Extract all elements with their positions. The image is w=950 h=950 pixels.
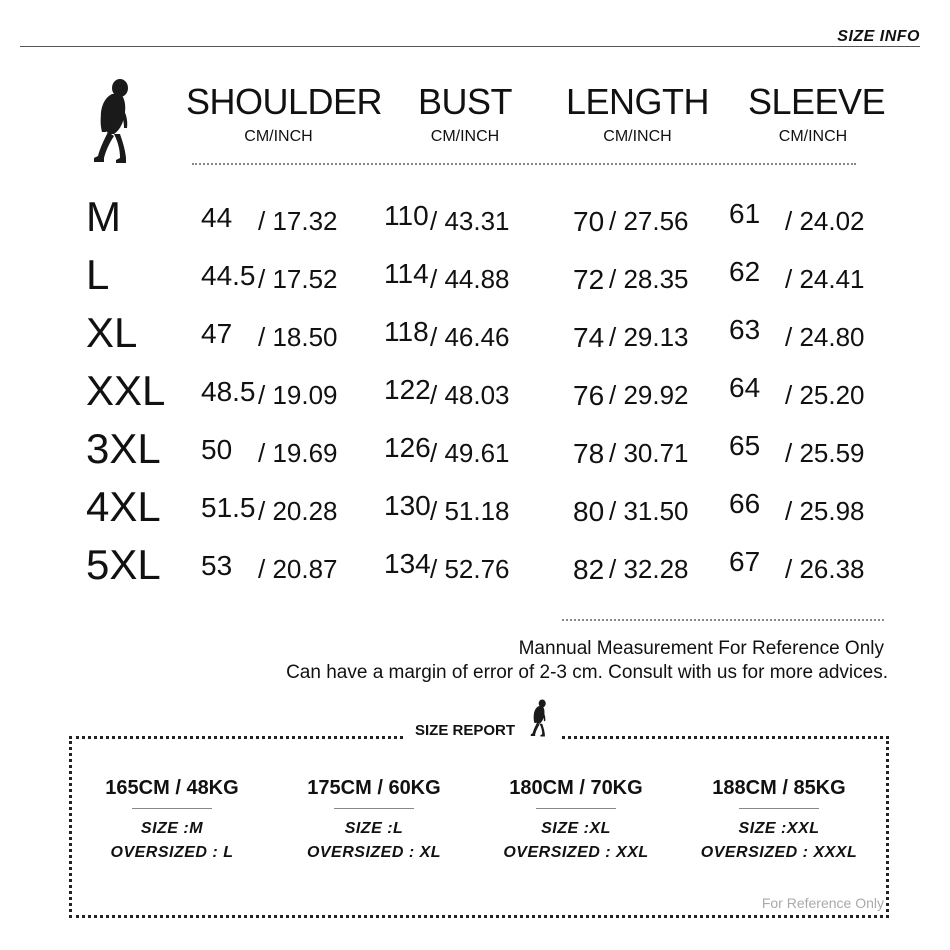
entry-divider: [132, 808, 212, 809]
size-label: 4XL: [86, 483, 161, 530]
column-unit: CM/INCH: [430, 128, 500, 145]
size-label: 3XL: [86, 425, 161, 472]
size-report-title: SIZE REPORT: [415, 722, 516, 739]
body-measurement: 188CM / 85KG: [712, 777, 846, 799]
shoulder-inch: / 18.50: [258, 322, 338, 352]
column-header-sleeve: [748, 81, 886, 146]
sleeve-inch: / 25.20: [785, 380, 865, 410]
entry-divider: [536, 808, 616, 809]
sleeve-inch: / 25.59: [785, 438, 865, 468]
table-row: [0, 480, 950, 536]
column-name: SHOULDER: [186, 81, 383, 122]
column-name: LENGTH: [565, 81, 710, 122]
column-unit: CM/INCH: [603, 128, 672, 145]
standing-figure-icon: [90, 78, 140, 164]
shoulder-inch: / 19.69: [258, 438, 338, 468]
bust-inch: / 49.61: [430, 438, 510, 468]
sleeve-cm: 67: [729, 546, 761, 577]
length-cm: 82: [573, 554, 605, 585]
bust-inch: / 52.76: [430, 554, 510, 584]
shoulder-cm: 50: [201, 434, 233, 465]
reference-only-note: For Reference Only: [761, 895, 884, 911]
entry-divider: [739, 808, 819, 809]
table-row: [0, 538, 950, 594]
sleeve-cm: 65: [729, 430, 761, 461]
length-inch: / 32.28: [609, 554, 689, 584]
sleeve-cm: 66: [729, 488, 761, 519]
size-label: 5XL: [86, 541, 161, 588]
body-measurement: 175CM / 60KG: [307, 777, 441, 799]
length-inch: / 31.50: [609, 496, 689, 526]
column-header-bust: [400, 81, 530, 146]
column-header-length: [565, 81, 710, 146]
column-name: SLEEVE: [748, 81, 886, 122]
sleeve-cm: 61: [729, 198, 761, 229]
header-dotted-divider: [192, 163, 856, 165]
sleeve-cm: 64: [729, 372, 761, 403]
report-entry: [481, 778, 671, 861]
recommended-size: SIZE :XL: [541, 820, 611, 837]
recommended-size: SIZE :M: [140, 820, 204, 837]
sleeve-inch: / 24.02: [785, 206, 865, 236]
bust-cm: 110: [384, 200, 429, 231]
header-divider: [20, 46, 920, 47]
report-entry: [77, 778, 267, 861]
size-label: M: [86, 193, 121, 240]
length-cm: 74: [573, 322, 605, 353]
size-report-heading: [405, 694, 560, 750]
size-info-title: SIZE INFO: [837, 28, 920, 45]
oversized-size: OVERSIZED : L: [110, 844, 234, 861]
bust-inch: / 48.03: [430, 380, 510, 410]
sleeve-inch: / 26.38: [785, 554, 865, 584]
length-inch: / 27.56: [609, 206, 689, 236]
length-cm: 76: [573, 380, 605, 411]
length-inch: / 29.92: [609, 380, 689, 410]
shoulder-cm: 51.5: [201, 492, 256, 523]
oversized-size: OVERSIZED : XL: [306, 844, 442, 861]
bust-inch: / 43.31: [430, 206, 510, 236]
bust-inch: / 46.46: [430, 322, 510, 352]
shoulder-inch: / 20.28: [258, 496, 338, 526]
column-unit: CM/INCH: [244, 128, 313, 145]
shoulder-inch: / 20.87: [258, 554, 338, 584]
entry-divider: [334, 808, 414, 809]
margin-note: Can have a margin of error of 2-3 cm. Consult with us for more advices.: [286, 662, 888, 683]
bust-cm: 114: [384, 258, 429, 289]
sleeve-inch: / 24.41: [785, 264, 865, 294]
table-row: [0, 422, 950, 478]
shoulder-cm: 44.5: [201, 260, 256, 291]
report-entry: [279, 778, 469, 861]
oversized-size: OVERSIZED : XXL: [503, 844, 649, 861]
sleeve-cm: 63: [729, 314, 761, 345]
length-cm: 70: [573, 206, 605, 237]
bust-cm: 122: [384, 374, 431, 405]
recommended-size: SIZE :XXL: [738, 820, 820, 837]
shoulder-cm: 44: [201, 202, 233, 233]
length-cm: 78: [573, 438, 605, 469]
sleeve-inch: / 24.80: [785, 322, 865, 352]
size-label: XXL: [86, 367, 166, 414]
shoulder-inch: / 17.32: [258, 206, 338, 236]
bust-cm: 134: [384, 548, 431, 579]
recommended-size: SIZE :L: [344, 820, 404, 837]
column-unit: CM/INCH: [778, 128, 848, 145]
length-cm: 80: [573, 496, 605, 527]
shoulder-cm: 48.5: [201, 376, 256, 407]
body-measurement: 165CM / 48KG: [105, 777, 239, 799]
column-header-shoulder: [186, 81, 383, 146]
size-label: XL: [86, 309, 138, 356]
notes-dotted-divider: [562, 619, 884, 621]
length-cm: 72: [573, 264, 605, 295]
shoulder-cm: 53: [201, 550, 233, 581]
bust-cm: 130: [384, 490, 431, 521]
shoulder-cm: 47: [201, 318, 233, 349]
table-row: [0, 248, 950, 304]
table-row: [0, 306, 950, 362]
bust-inch: / 51.18: [430, 496, 510, 526]
table-row: [0, 190, 950, 246]
shoulder-inch: / 19.09: [258, 380, 338, 410]
length-inch: / 28.35: [609, 264, 689, 294]
bust-cm: 118: [384, 316, 429, 347]
sleeve-cm: 62: [729, 256, 761, 287]
table-row: [0, 364, 950, 420]
length-inch: / 29.13: [609, 322, 689, 352]
standing-figure-icon: [529, 694, 551, 742]
measurement-note: Mannual Measurement For Reference Only: [518, 638, 884, 659]
bust-inch: / 44.88: [430, 264, 510, 294]
report-entry: [684, 778, 874, 861]
column-name: BUST: [417, 81, 512, 122]
length-inch: / 30.71: [609, 438, 689, 468]
oversized-size: OVERSIZED : XXXL: [700, 844, 858, 861]
size-label: L: [86, 251, 110, 298]
sleeve-inch: / 25.98: [785, 496, 865, 526]
bust-cm: 126: [384, 432, 431, 463]
body-measurement: 180CM / 70KG: [509, 777, 643, 799]
shoulder-inch: / 17.52: [258, 264, 338, 294]
